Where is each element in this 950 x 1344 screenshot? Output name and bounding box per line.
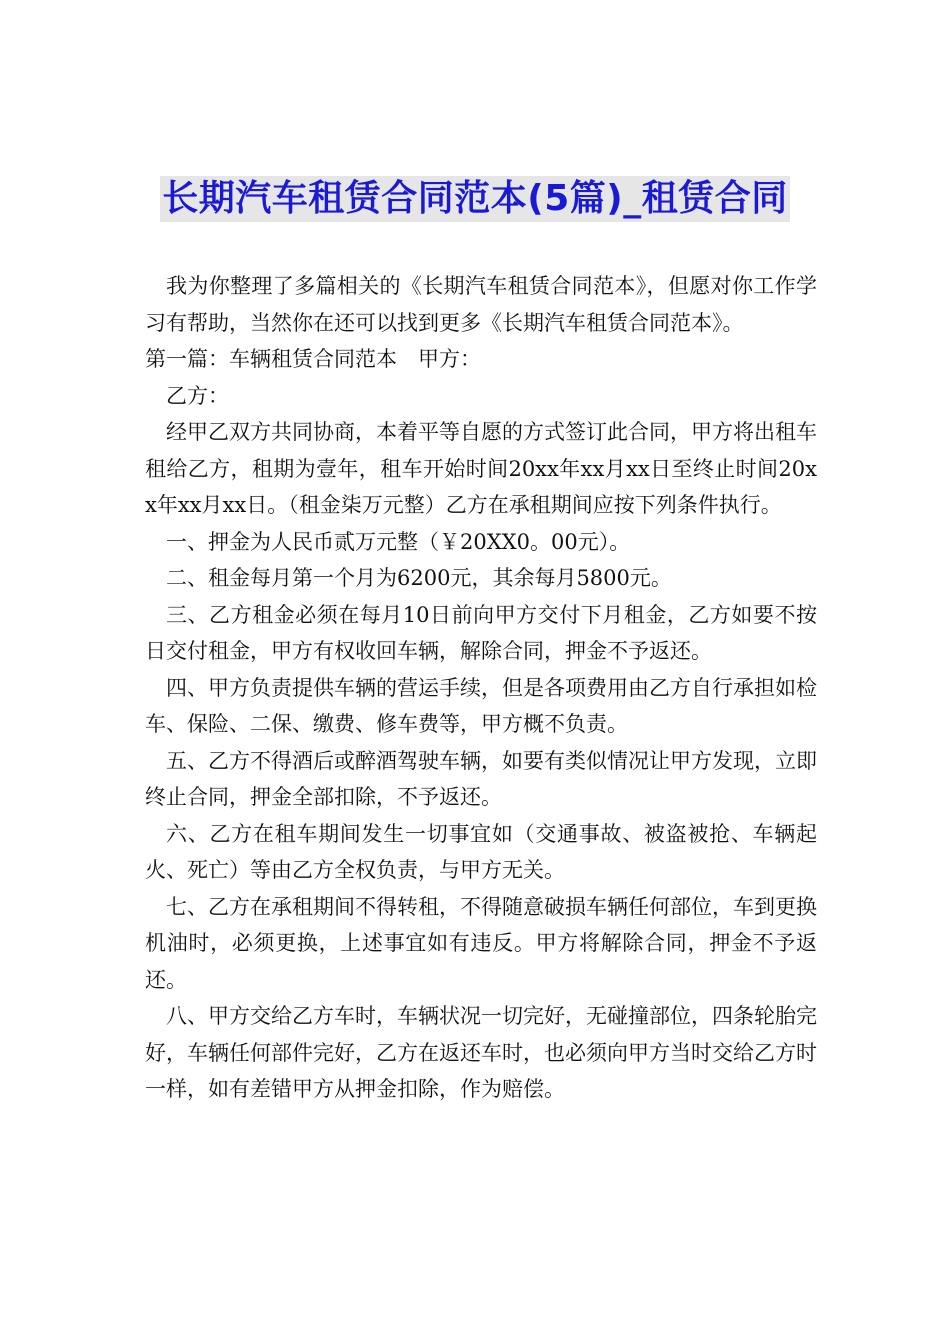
paragraph-agreement: 经甲乙双方共同协商，本着平等自愿的方式签订此合同，甲方将出租车租给乙方，租期为壹年，租车开始时间20xx年xx月xx日至终止时间20xx年xx月xx日。（租金柒万元整）乙方在承租期间应按下列条件执行。 xyxy=(145,420,817,517)
paragraph-party-b: 乙方： xyxy=(166,383,229,408)
paragraph-clause-2: 二、租金每月第一个月为6200元，其余每月5800元。 xyxy=(166,566,672,590)
title-container xyxy=(0,176,950,222)
document-body xyxy=(145,268,817,1108)
document-title: 长期汽车租赁合同范本(5篇)_租赁合同 xyxy=(160,176,789,222)
paragraph-clause-1: 一、押金为人民币贰万元整（￥20XX0。00元）。 xyxy=(166,529,631,554)
paragraph-clause-4: 四、甲方负责提供车辆的营运手续，但是各项费用由乙方自行承担如检车、保险、二保、缴费、修车费等，甲方概不负责。 xyxy=(145,675,817,736)
paragraph-clause-6: 六、乙方在租车期间发生一切事宜如（交通事故、被盗被抢、车辆起火、死亡）等由乙方全权负责，与甲方无关。 xyxy=(145,821,817,882)
paragraph-clause-8: 八、甲方交给乙方车时，车辆状况一切完好，无碰撞部位，四条轮胎完好，车辆任何部件完好，乙方在返还车时，也必须向甲方当时交给乙方时一样，如有差错甲方从押金扣除，作为赔偿。 xyxy=(145,1004,817,1101)
paragraph-clause-3: 三、乙方租金必须在每月10日前向甲方交付下月租金，乙方如要不按日交付租金，甲方有权收回车辆，解除合同，押金不予返还。 xyxy=(145,602,817,663)
paragraph-clause-7: 七、乙方在承租期间不得转租，不得随意破损车辆任何部位，车到更换机油时，必须更换，上述事宜如有违反。甲方将解除合同，押金不予返还。 xyxy=(145,894,817,992)
paragraph-section-heading: 第一篇：车辆租赁合同范本 甲方： xyxy=(145,347,481,371)
paragraph-clause-5: 五、乙方不得酒后或醉酒驾驶车辆，如要有类似情况让甲方发现，立即终止合同，押金全部扣除，不予返还。 xyxy=(145,748,817,809)
paragraph-intro: 我为你整理了多篇相关的《长期汽车租赁合同范本》，但愿对你工作学习有帮助，当然你在还可以找到更多《长期汽车租赁合同范本》。 xyxy=(145,274,817,335)
